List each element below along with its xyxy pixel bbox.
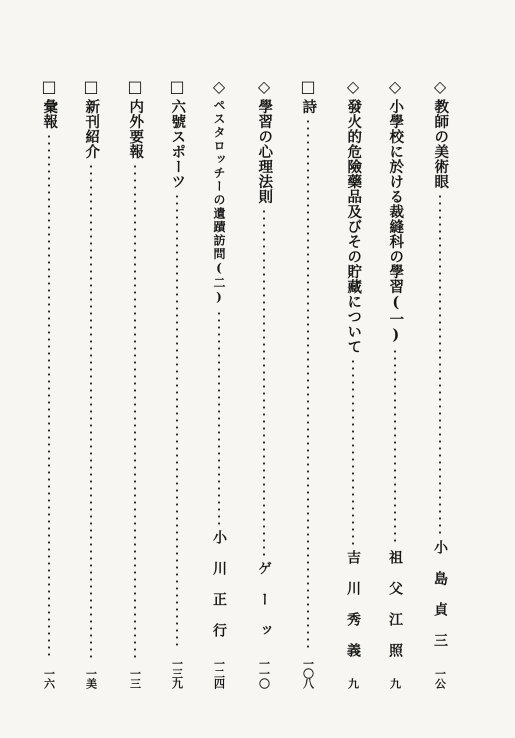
entry-title: 小學校に於ける裁縫科の學習(一) xyxy=(387,99,405,344)
entry-page-number: 一三 xyxy=(128,668,142,688)
entry-page-number: 九 xyxy=(346,678,360,688)
entry-page-number: 一六 xyxy=(42,668,56,688)
entry-title: 學習の心理法則 xyxy=(256,99,274,204)
toc-entry[interactable] xyxy=(208,78,230,688)
square-marker-icon: □ xyxy=(83,77,99,96)
toc-entry[interactable] xyxy=(166,78,188,688)
dot-leader xyxy=(263,208,265,557)
toc-entry[interactable] xyxy=(80,78,102,688)
square-marker-icon: □ xyxy=(169,77,185,96)
toc-entry[interactable] xyxy=(429,78,451,688)
entry-page-number: 一一〇 xyxy=(257,658,271,688)
entry-page-number: 九 xyxy=(388,678,402,688)
dot-leader xyxy=(307,118,309,650)
diamond-marker-icon: ◇ xyxy=(433,77,447,96)
diamond-marker-icon: ◇ xyxy=(257,77,271,96)
entry-author: 吉川秀義 xyxy=(345,550,361,674)
diamond-marker-icon: ◇ xyxy=(212,77,226,96)
entry-title: 彙報 xyxy=(41,99,59,129)
entry-author: 小島貞三 xyxy=(432,540,448,664)
entry-title: 新刊紹介 xyxy=(83,99,101,159)
dot-leader xyxy=(176,193,178,650)
dot-leader xyxy=(48,133,50,660)
entry-author: 祖父江照 xyxy=(387,550,403,674)
entry-page-number: 一〇八 xyxy=(301,658,315,688)
toc-entry[interactable] xyxy=(124,78,146,688)
dot-leader xyxy=(439,193,441,536)
dot-leader xyxy=(218,310,220,527)
entry-author: 小川正行 xyxy=(211,530,227,654)
toc-entry[interactable] xyxy=(253,78,275,688)
dot-leader xyxy=(90,163,92,660)
toc-entry[interactable] xyxy=(297,78,319,688)
square-marker-icon: □ xyxy=(300,77,316,96)
entry-title: ペスタロッチーの遺蹟訪問(二) xyxy=(212,99,226,306)
entry-title: 六號スポーツ xyxy=(169,99,187,189)
entry-page-number: 一公 xyxy=(433,668,447,688)
toc-entry[interactable] xyxy=(38,78,60,688)
toc-entry[interactable] xyxy=(342,78,364,688)
entry-author: ゲーッ xyxy=(256,561,272,654)
dot-leader xyxy=(394,348,396,546)
entry-page-number: 一三九 xyxy=(170,658,184,688)
entry-title: 發火的危險藥品及びその貯藏について xyxy=(345,99,363,354)
dot-leader xyxy=(352,358,354,546)
square-marker-icon: □ xyxy=(127,77,143,96)
diamond-marker-icon: ◇ xyxy=(346,77,360,96)
dot-leader xyxy=(134,163,136,660)
diamond-marker-icon: ◇ xyxy=(388,77,402,96)
square-marker-icon: □ xyxy=(41,77,57,96)
toc-entry[interactable] xyxy=(384,78,406,688)
entry-page-number: 一美 xyxy=(84,668,98,688)
entry-page-number: 一二四 xyxy=(212,658,226,688)
entry-title: 詩 xyxy=(300,99,318,114)
entry-title: 内外要報 xyxy=(127,99,145,159)
entry-title: 教師の美術眼 xyxy=(432,99,450,189)
